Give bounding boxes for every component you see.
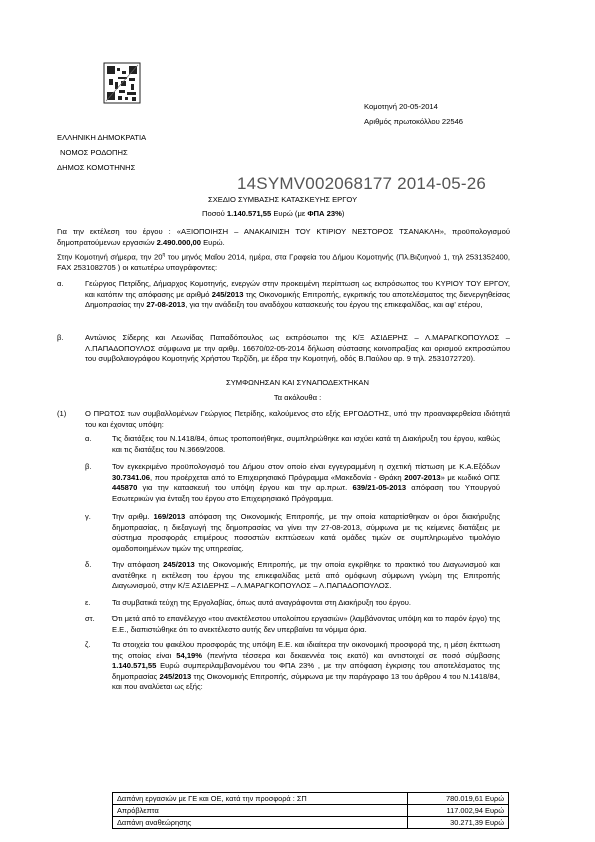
- cost-label: Απρόβλεπτα: [113, 805, 408, 817]
- item-a-text: Τις διατάξεις του Ν.1418/84, όπως τροποποιήθηκε, συμπληρώθηκε και ισχύει κατά τη Διακήρυξη του έργου, καθώς και τις διατάξεις του Ν.3669/2008.: [112, 434, 500, 454]
- item-g-mark: ζ.: [85, 640, 91, 649]
- item-c-text: Την αριθμ. 169/2013 απόφαση της Οικονομικής Επιτροπής, με την οποία καταρτίσθηκαν οι όροι διακήρυξης δημοπρασίας, η διεξαγωγή της δημοπρασίας να γίνει την 27-08-2013, σύμφωνα με τις κείμενες διατάξεις με σύστημα προσφοράς επιμέρους ποσοστών εκπτώσεων κατά ομάδες τιμών σε συμπληρωμένο τιμολόγιο ομαδοποιημένων τιμών της υπηρεσίας.: [112, 512, 500, 553]
- org-line-1: ΕΛΛΗΝΙΚΗ ΔΗΜΟΚΡΑΤΙΑ: [57, 133, 147, 142]
- agreed-heading: ΣΥΜΦΩΝΗΣΑΝ ΚΑΙ ΣΥΝΑΠΟΔΕΧΤΗΚΑΝ: [226, 378, 369, 387]
- cost-value: 780.019,61 Ευρώ: [408, 793, 509, 805]
- place-date: Κομοτηνή 20-05-2014: [364, 102, 438, 111]
- cost-label: Δαπάνη εργασιών με ΓΕ και ΟΕ, κατά την προσφορά : ΣΠ: [113, 793, 408, 805]
- item-f-mark: στ.: [85, 614, 95, 623]
- clause-1-mark: (1): [57, 409, 67, 418]
- party-a-mark: α.: [57, 279, 64, 288]
- contract-title: ΣΧΕΔΙΟ ΣΥΜΒΑΣΗΣ ΚΑΤΑΣΚΕΥΗΣ ΕΡΓΟΥ: [208, 195, 358, 204]
- item-a-mark: α.: [85, 434, 92, 443]
- org-line-3: ΔΗΜΟΣ ΚΟΜΟΤΗΝΗΣ: [57, 163, 136, 172]
- following-heading: Τα ακόλουθα :: [273, 393, 322, 402]
- item-d-mark: δ.: [85, 560, 92, 569]
- item-e-mark: ε.: [85, 598, 91, 607]
- contract-amount: Ποσού 1.140.571,55 Ευρώ (με ΦΠΑ 23%): [202, 209, 345, 218]
- clause-1-text: Ο ΠΡΩΤΟΣ των συμβαλλομένων Γεώργιος Πετρίδης, καλούμενος στο εξής ΕΡΓΟΔΟΤΗΣ, υπό την προαναφερθείσα ιδιότητά του και έχοντας υπόψη:: [85, 409, 510, 429]
- party-a-text: Γεώργιος Πετρίδης, Δήμαρχος Κομοτηνής, ενεργών στην προκειμένη περίπτωση ως εκπρόσωπος του ΚΥΡΙΟΥ ΤΟΥ ΕΡΓΟΥ, και κατόπιν της απόφασης με αριθμό 245/2013 της Οικονομικής Επιτροπής, εγκριτικής του αποτελέσματος της διενεργηθείσας Δημοπρασίας την 27-08-2013, για την ανάδειξη του αναδόχου κατασκευής του έργου της επικεφαλίδας, και αφ' ετέρου,: [85, 279, 510, 310]
- cost-label: Δαπάνη αναθεώρησης: [113, 817, 408, 829]
- cost-value: 117.002,94 Ευρώ: [408, 805, 509, 817]
- costs-table: [112, 792, 509, 829]
- item-b-mark: β.: [85, 462, 92, 471]
- party-b-text: Αντώνιος Σίδερης και Λεωνίδας Παπαδόπουλος ως εκπρόσωποι της Κ/Ξ ΑΣΙΔΕΡΗΣ – Λ.ΜΑΡΑΓΚΟΠΟΥΛΟΣ – Λ.ΠΑΠΑΔΟΠΟΥΛΟΣ σύμφωνα με την αριθμ. 16670/02-05-2014 δήλωση σύστασης κοινοπραξίας και ορισμού εκπροσώπου του συμβολαιογράφου Κομοτηνής Χρήστου Τερζίδη, με έδρα την Κομοτηνή, οδός Β.Παύλου αρ. 9 τηλ. 2531072720).: [85, 333, 510, 364]
- table-row: [113, 793, 509, 805]
- item-e-text: Τα συμβατικά τεύχη της Εργολαβίας, όπως αυτά αναγράφονται στη Διακήρυξη του έργου.: [112, 598, 412, 607]
- table-row: [113, 805, 509, 817]
- intro-paragraph-2: Στην Κομοτηνή σήμερα, την $20^\eta$ του μηνός Μαΐου 2014, ημέρα, στα Γραφεία του Δήμου Κομοτηνής (Πλ.Βιζυηνού 1, τηλ 2531352400, FAX 2531082705 ) οι κατωτέρω υπογράφοντες:: [57, 252, 510, 273]
- item-b-text: Τον εγκεκριμένο προϋπολογισμό του Δήμου στον οποίο είναι εγγεγραμμένη η σχετική πίστωση με Κ.Α.Εξόδων 30.7341.06, που προέρχεται από το Επιχειρησιακό Πρόγραμμα «Μακεδονία - Θράκη 2007-2013» με κωδικό ΟΠΣ 445870 για την κατασκευή του υπόψη έργου και την αρ.πρωτ. 639/21-05-2013 απόφαση του Υπουργού Εσωτερικών για ένταξη του έργου στο Επιχειρησιακό Πρόγραμμα.: [112, 462, 500, 503]
- item-d-text: Την απόφαση 245/2013 της Οικονομικής Επιτροπής, με την οποία εγκρίθηκε το πρακτικό του Διαγωνισμού και ανατέθηκε η εκτέλεση του έργου της επικεφαλίδας μετά από ομόφωνη σύμφωνη γνώμη της Επιτροπής Διαγωνισμού, στην Κ/Ξ ΑΣΙΔΕΡΗΣ – Λ.ΜΑΡΑΓΚΟΠΟΥΛΟΣ – Λ.ΠΑΠΑΔΟΠΟΥΛΟΣ.: [112, 560, 500, 591]
- cost-value: 30.271,39 Ευρώ: [408, 817, 509, 829]
- org-line-2: ΝΟΜΟΣ ΡΟΔΟΠΗΣ: [60, 148, 128, 157]
- party-b-mark: β.: [57, 333, 64, 342]
- intro-paragraph-1: Για την εκτέλεση του έργου : «ΑΞΙΟΠΟΙΗΣΗ – ΑΝΑΚΑΙΝΙΣΗ ΤΟΥ ΚΤΙΡΙΟΥ ΝΕΣΤΟΡΟΣ ΤΣΑΝΑΚΛΗ», προϋπολογισμού δημοπρατούμενων εργασιών 2.490.000,00 Ευρώ.: [57, 227, 510, 247]
- item-g-text: Τα στοιχεία του φακέλου προσφοράς της υπόψη Ε.Ε. και ιδιαίτερα την οικονομική προσφορά της, η μέση έκπτωση της οποίας είναι 54,19% (πενήντα τέσσερα και δεκαεννέα τοις εκατό) και αντιστοιχεί σε ποσό σύμβασης 1.140.571,55 Ευρώ συμπεριλαμβανομένου του ΦΠΑ 23% , με την απόφαση έγκρισης του αποτελέσματος της δημοπρασίας 245/2013 της Οικονομικής Επιτροπής, σύμφωνα με την παράγραφο 13 του άρθρου 4 του Ν.1418/84, και που αναλύεται ως εξής:: [112, 640, 500, 692]
- municipality-seal: [103, 62, 141, 104]
- protocol-number: Αριθμός πρωτοκόλλου 22546: [364, 117, 464, 126]
- item-f-text: Ότι μετά από το επανέλεγχο «του ανεκτέλεστου υπολοίπου εργασιών» (λαμβάνοντας υπόψη και το παρόν έργο) της Ε.Ε., διαπιστώθηκε ότι το ανεκτέλεστο αυτής δεν υπερβαίνει τα νόμιμα όρια.: [112, 614, 500, 634]
- document-id: 14SYMV002068177 2014-05-26: [237, 174, 487, 193]
- table-row: [113, 817, 509, 829]
- item-c-mark: γ.: [85, 512, 91, 521]
